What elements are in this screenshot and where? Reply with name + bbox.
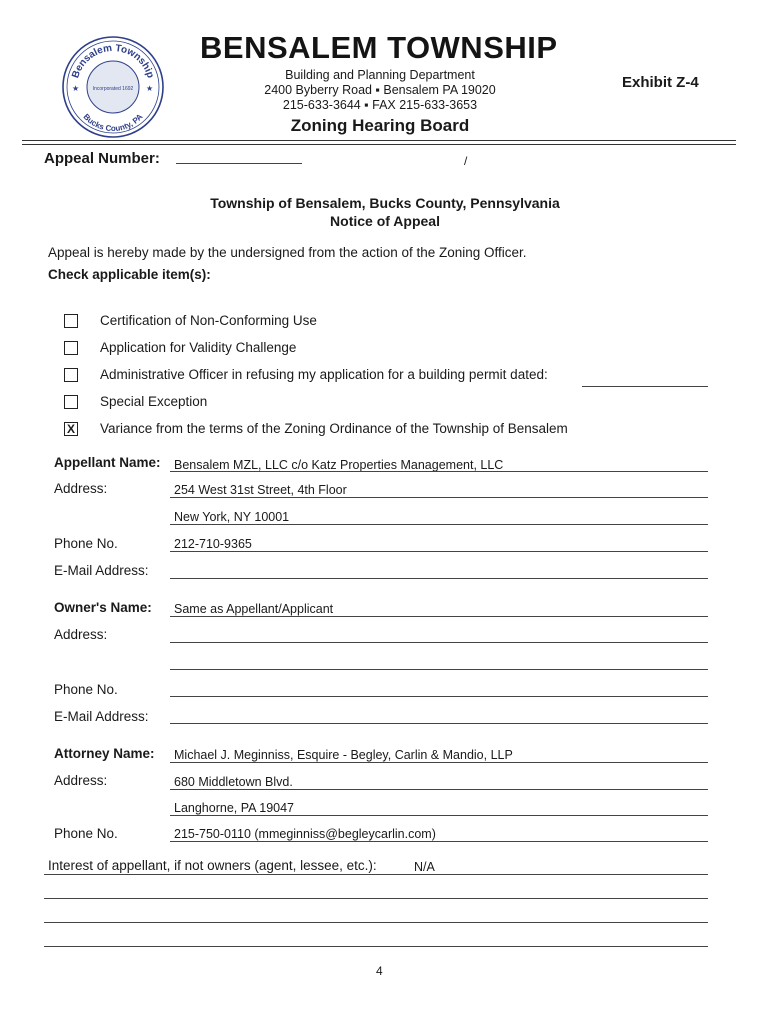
attorney-address-label: Address: xyxy=(54,773,108,788)
appellant-name-value: Bensalem MZL, LLC c/o Katz Properties Management, LLC xyxy=(174,458,504,472)
owner-email-field[interactable] xyxy=(170,723,708,724)
attorney-address-line-2: Langhorne, PA 19047 xyxy=(174,801,295,815)
owner-phone-field[interactable] xyxy=(170,696,708,697)
option-label: Administrative Officer in refusing my application for a building permit dated: xyxy=(100,367,548,382)
attorney-phone-value: 215-750-0110 (mmeginniss@begleycarlin.com) xyxy=(174,827,436,841)
owner-name-value: Same as Appellant/Applicant xyxy=(174,602,334,616)
appellant-email-field[interactable] xyxy=(170,578,708,579)
department-name: Building and Planning Department xyxy=(285,68,475,82)
option-label: Variance from the terms of the Zoning Ordinance of the Township of Bensalem xyxy=(100,421,568,436)
option-label: Application for Validity Challenge xyxy=(100,340,297,355)
attorney-phone-field[interactable] xyxy=(170,841,708,842)
checkbox-variance[interactable]: X xyxy=(64,422,78,436)
appeal-number-label: Appeal Number: xyxy=(44,150,160,167)
checkbox-admin-officer-refusal[interactable] xyxy=(64,368,78,382)
exhibit-label: Exhibit Z-4 xyxy=(622,74,699,91)
interest-field-4[interactable] xyxy=(44,946,708,947)
board-title: Zoning Hearing Board xyxy=(290,116,470,135)
appellant-address-field-2[interactable] xyxy=(170,524,708,525)
attorney-address-field-2[interactable] xyxy=(170,815,708,816)
attorney-name-value: Michael J. Meginniss, Esquire - Begley, Carlin & Mandio, LLP xyxy=(174,748,513,762)
attorney-address-line-1: 680 Middletown Blvd. xyxy=(174,775,293,789)
option-label: Certification of Non-Conforming Use xyxy=(100,313,317,328)
interest-label: Interest of appellant, if not owners (agent, lessee, etc.): xyxy=(48,858,377,873)
attorney-address-field-1[interactable] xyxy=(170,789,708,790)
notice-heading xyxy=(100,194,670,230)
appellant-email-label: E-Mail Address: xyxy=(54,563,149,578)
notice-line-1: Township of Bensalem, Bucks County, Pennsylvania xyxy=(210,195,560,211)
check-items-label: Check applicable item(s): xyxy=(48,267,211,282)
appeal-number-field[interactable] xyxy=(176,163,302,164)
owner-name-label: Owner's Name: xyxy=(54,600,152,615)
checkbox-non-conforming-use[interactable] xyxy=(64,314,78,328)
department-block xyxy=(240,68,520,113)
appeal-tick-mark: / xyxy=(464,154,468,168)
seal-star-icon: ★ xyxy=(146,84,154,93)
appellant-address-label: Address: xyxy=(54,481,108,496)
svg-text:Bucks County, PA xyxy=(82,112,145,133)
owner-address-label: Address: xyxy=(54,627,108,642)
township-title: BENSALEM TOWNSHIP xyxy=(200,30,558,65)
seal-center-text: Incorporated 1692 xyxy=(92,86,134,92)
appellant-phone-value: 212-710-9365 xyxy=(174,537,252,551)
attorney-phone-label: Phone No. xyxy=(54,826,118,841)
owner-address-field-2[interactable] xyxy=(170,669,708,670)
interest-field-2[interactable] xyxy=(44,898,708,899)
appellant-address-line-2: New York, NY 10001 xyxy=(174,510,290,524)
owner-address-field-1[interactable] xyxy=(170,642,708,643)
checkbox-validity-challenge[interactable] xyxy=(64,341,78,355)
interest-value: N/A xyxy=(414,860,435,874)
appellant-address-field-1[interactable] xyxy=(170,497,708,498)
notice-line-2: Notice of Appeal xyxy=(330,213,440,229)
appellant-phone-field[interactable] xyxy=(170,551,708,552)
intro-text: Appeal is hereby made by the undersigned from the action of the Zoning Officer. xyxy=(48,245,527,260)
appellant-address-line-1: 254 West 31st Street, 4th Floor xyxy=(174,483,347,497)
page-number: 4 xyxy=(376,964,383,978)
township-seal xyxy=(60,34,166,140)
seal-top-text: Bensalem Township xyxy=(70,42,156,80)
interest-field-3[interactable] xyxy=(44,922,708,923)
header-rule xyxy=(22,140,736,141)
interest-field-1[interactable] xyxy=(44,874,708,875)
permit-date-field[interactable] xyxy=(582,386,708,387)
checkbox-special-exception[interactable] xyxy=(64,395,78,409)
attorney-name-field[interactable] xyxy=(170,762,708,763)
appellant-name-label: Appellant Name: xyxy=(54,455,161,470)
seal-star-icon: ★ xyxy=(72,84,80,93)
owner-email-label: E-Mail Address: xyxy=(54,709,149,724)
seal-bottom-text: Bucks County, PA xyxy=(81,112,145,134)
appellant-name-field[interactable] xyxy=(170,471,708,472)
owner-phone-label: Phone No. xyxy=(54,682,118,697)
appellant-phone-label: Phone No. xyxy=(54,536,118,551)
department-address: 2400 Byberry Road ▪ Bensalem PA 19020 xyxy=(264,83,496,97)
option-label: Special Exception xyxy=(100,394,208,409)
header-rule xyxy=(22,144,736,145)
owner-name-field[interactable] xyxy=(170,616,708,617)
attorney-name-label: Attorney Name: xyxy=(54,746,155,761)
department-phone: 215-633-3644 ▪ FAX 215-633-3653 xyxy=(282,98,478,112)
